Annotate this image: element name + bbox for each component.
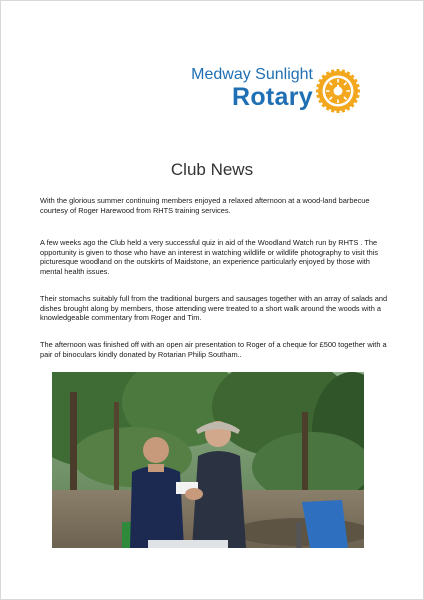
paragraph-quiz: A few weeks ago the Club held a very successful quiz in aid of the Woodland Watch run by RHTS . The opportunity is given to those who have an interest in watching wildlife or wildlife photography to visit this picturesque woodland on the outskirts of Maidstone, an experience particularly enjoyed by those with mental health issues.	[40, 238, 379, 276]
paragraph-walk: Their stomachs suitably full from the traditional burgers and sausages together with an array of salads and dishes brought along by members, those attending were treated to a short walk around the woods with a knowledgeable commentary from Roger and Tim.	[40, 294, 388, 323]
logo-club-name: Medway Sunlight	[191, 66, 313, 83]
club-logo	[178, 66, 368, 116]
page-title: Club News	[170, 160, 254, 179]
rotary-wheel-icon	[316, 69, 360, 113]
paragraph-intro: With the glorious summer continuing members enjoyed a relaxed afternoon at a wood-land barbecue courtesy of Roger Harewood from RHTS training services.	[40, 196, 370, 215]
presentation-photo	[52, 372, 364, 548]
paragraph-presentation: The afternoon was finished off with an open air presentation to Roger of a cheque for £500 together with a pair of binoculars kindly donated by Rotarian Philip Southam..	[40, 340, 387, 359]
logo-rotary-wordmark: Rotary	[232, 83, 313, 111]
